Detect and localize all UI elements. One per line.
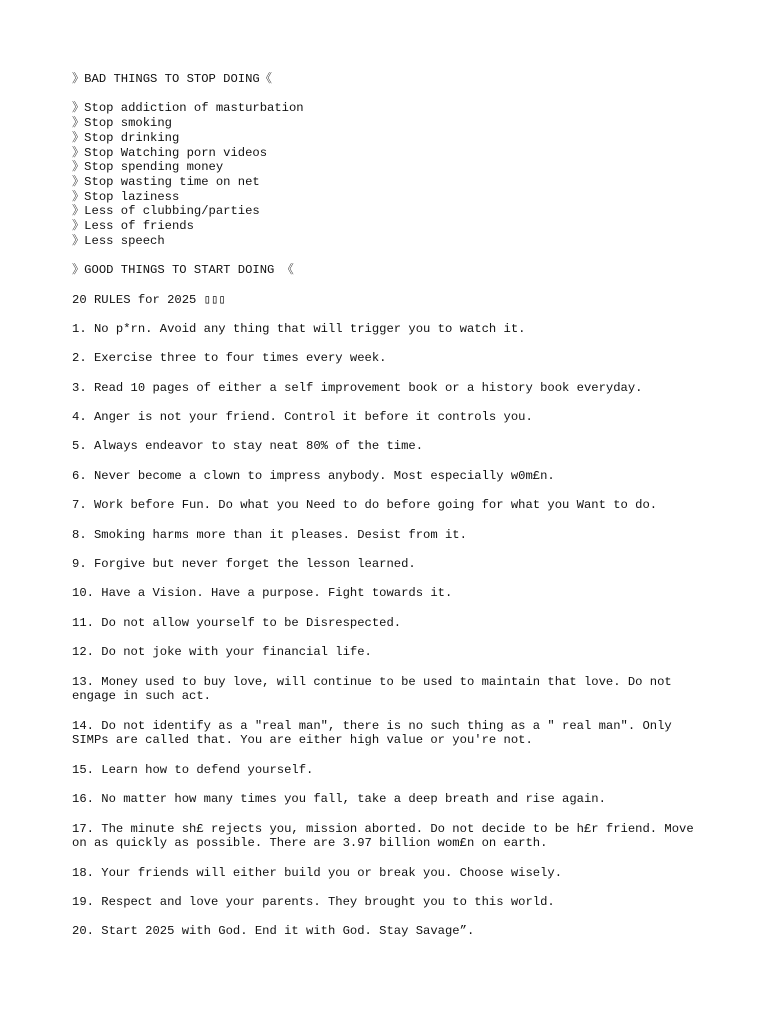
rule-item: 20. Start 2025 with God. End it with God. Stay Savage”. (72, 924, 475, 939)
list-item: 》Stop drinking (72, 130, 180, 145)
spacer (72, 278, 712, 293)
good-things-heading: 》GOOD THINGS TO START DOING 《 (72, 263, 294, 278)
list-item: 》Stop addiction of masturbation (72, 101, 304, 116)
rule-item: 5. Always endeavor to stay neat 80% of the time. (72, 439, 424, 454)
list-item: 》Less speech (72, 233, 165, 248)
rule-item: 11. Do not allow yourself to be Disrespected. (72, 615, 402, 630)
rule-item: 7. Work before Fun. Do what you Need to do before going for what you Want to do. (72, 498, 658, 513)
rule-item: 18. Your friends will either build you or break you. Choose wisely. (72, 865, 563, 880)
rule-item: 6. Never become a clown to impress anybody. Most especially w0m£n. (72, 468, 555, 483)
rules-title-text: 20 RULES for 2025 (72, 292, 197, 307)
list-item: 》Stop wasting time on net (72, 174, 260, 189)
rule-item: 15. Learn how to defend yourself. (72, 762, 314, 777)
rule-item: 2. Exercise three to four times every week. (72, 351, 387, 366)
rule-item: 12. Do not joke with your financial life. (72, 645, 372, 660)
spacer (72, 307, 712, 322)
rule-item: 14. Do not identify as a "real man", there is no such thing as a " real man". Only SIMPs are called that. You are either high value or you're not. (72, 718, 680, 748)
emoji-glyphs: ▯▯▯ (203, 292, 226, 307)
document-page (72, 72, 712, 954)
rule-item: 9. Forgive but never forget the lesson learned. (72, 557, 416, 572)
rule-item: 19. Respect and love your parents. They brought you to this world. (72, 895, 555, 910)
rules-list (72, 322, 712, 939)
list-item: 》Stop Watching porn videos (72, 145, 268, 160)
rule-item: 17. The minute sh£ rejects you, mission aborted. Do not decide to be h£r friend. Move on as quickly as possible. There are 3.97 billion wom£n on earth. (72, 821, 701, 851)
list-item: 》Less of clubbing/parties (72, 204, 260, 219)
bad-things-list (72, 101, 712, 248)
list-item: 》Less of friends (72, 219, 194, 234)
rules-title (72, 293, 712, 308)
rule-item: 1. No p*rn. Avoid any thing that will trigger you to watch it. (72, 321, 526, 336)
list-item: 》Stop laziness (72, 189, 180, 204)
spacer (72, 87, 712, 102)
rule-item: 3. Read 10 pages of either a self improvement book or a history book everyday. (72, 380, 643, 395)
rule-item: 13. Money used to buy love, will continue to be used to maintain that love. Do not engage in such act. (72, 674, 680, 704)
list-item: 》Stop smoking (72, 116, 172, 131)
rule-item: 4. Anger is not your friend. Control it before it controls you. (72, 410, 533, 425)
rule-item: 10. Have a Vision. Have a purpose. Fight towards it. (72, 586, 453, 601)
spacer (72, 248, 712, 263)
rule-item: 16. No matter how many times you fall, take a deep breath and rise again. (72, 792, 606, 807)
rule-item: 8. Smoking harms more than it pleases. Desist from it. (72, 527, 467, 542)
list-item: 》Stop spending money (72, 160, 224, 175)
bad-things-heading: 》BAD THINGS TO STOP DOING《 (72, 72, 272, 86)
